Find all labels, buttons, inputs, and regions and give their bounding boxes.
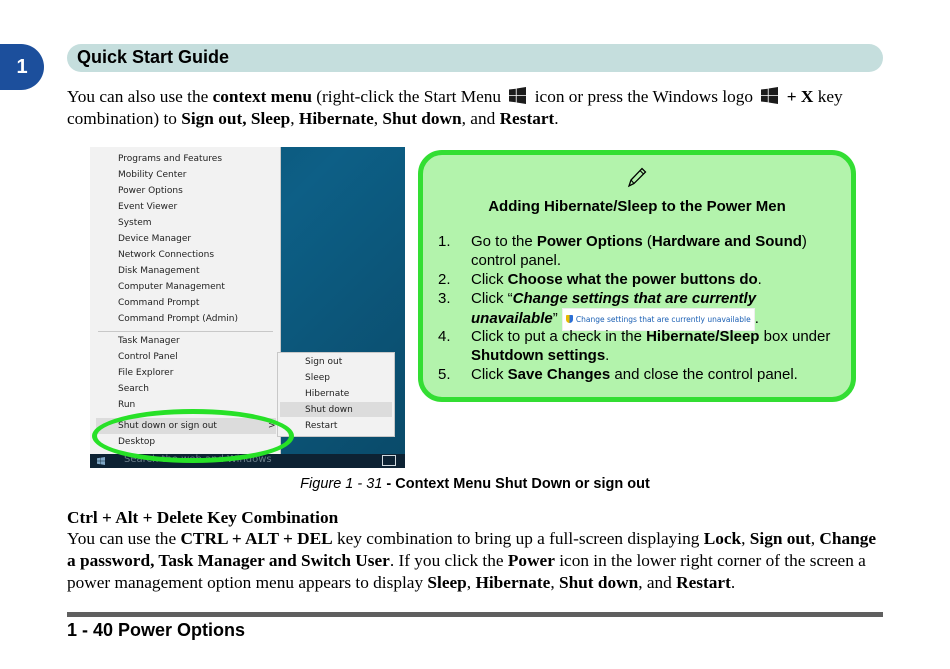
- section-bold: Shut down: [558, 573, 639, 592]
- section-bold: Sign out: [749, 529, 811, 548]
- menu-item-programs-features[interactable]: Programs and Features: [118, 154, 223, 164]
- section-heading: Ctrl + Alt + Delete Key Combination: [67, 508, 339, 527]
- taskbar-search-box[interactable]: Search the web and Windows: [124, 454, 272, 465]
- intro-text: icon or press the Windows logo: [534, 87, 754, 106]
- intro-text: , and: [461, 109, 500, 128]
- submenu-item-sign-out[interactable]: Sign out: [305, 357, 343, 367]
- menu-item-control-panel[interactable]: Control Panel: [118, 352, 178, 362]
- section-text: ,: [741, 529, 750, 548]
- step-bold: Power Options: [536, 233, 643, 250]
- header-bar: [67, 44, 883, 72]
- step-bold: Change settings that are currently unavailable: [471, 290, 757, 327]
- menu-item-computer-management[interactable]: Computer Management: [118, 282, 225, 292]
- step-bold: Shutdown settings: [471, 347, 606, 364]
- step-number: 5.: [438, 366, 451, 383]
- step-number: 2.: [438, 271, 451, 288]
- step-number: 3.: [438, 290, 451, 307]
- menu-item-run[interactable]: Run: [118, 400, 136, 410]
- chapter-tab: [0, 44, 44, 90]
- step-bold: Choose what the power buttons do: [507, 271, 758, 288]
- menu-item-desktop[interactable]: Desktop: [118, 437, 156, 447]
- step-text: ”: [552, 310, 558, 327]
- chapter-number: 1: [16, 55, 28, 78]
- figure-title: - Context Menu Shut Down or sign out: [382, 476, 650, 492]
- section-paragraph: [67, 528, 885, 594]
- section-bold: Hibernate: [475, 573, 551, 592]
- menu-item-file-explorer[interactable]: File Explorer: [118, 368, 174, 378]
- menu-item-network-connections[interactable]: Network Connections: [118, 250, 215, 260]
- intro-bold: context menu: [212, 87, 312, 106]
- intro-text: You can also use the: [67, 87, 213, 106]
- windows-logo-icon: [761, 87, 778, 104]
- section-text: key combination to bring up a full-screen displaying: [332, 529, 704, 548]
- submenu-item-shut-down[interactable]: Shut down: [305, 405, 353, 415]
- step-bold: Hardware and Sound: [651, 233, 802, 250]
- section-text: .: [730, 573, 736, 592]
- section-bold: Sleep: [427, 573, 467, 592]
- highlight-ring: [92, 409, 294, 463]
- callout-title: Adding Hibernate/Sleep to the Power Men: [488, 198, 786, 215]
- intro-text: ,: [373, 109, 383, 128]
- step-text: Click: [471, 366, 508, 383]
- step-text: ) control panel.: [471, 233, 807, 269]
- section-bold: Change a password, Task Manager and Switch User: [67, 529, 877, 570]
- step-text: .: [757, 271, 762, 288]
- submenu-item-hibernate[interactable]: Hibernate: [305, 389, 350, 399]
- step-text: Click: [471, 271, 508, 288]
- start-button-icon[interactable]: [96, 457, 106, 465]
- intro-text: .: [554, 109, 559, 128]
- step-text: .: [754, 310, 759, 327]
- section-bold: Power: [507, 551, 555, 570]
- section-text: . If you click the: [389, 551, 508, 570]
- menu-item-disk-management[interactable]: Disk Management: [118, 266, 200, 276]
- menu-item-shut-down-sign-out[interactable]: Shut down or sign out: [118, 421, 217, 431]
- menu-item-event-viewer[interactable]: Event Viewer: [118, 202, 178, 212]
- submenu-item-sleep[interactable]: Sleep: [305, 373, 331, 383]
- uac-shield-icon: [566, 315, 573, 323]
- step-text: Click “: [471, 290, 513, 307]
- windows-logo-icon: [509, 87, 526, 104]
- section-bold: Lock: [703, 529, 742, 548]
- section-text: icon in the lower right corner of the screen a power management option menu appears to display: [67, 551, 866, 592]
- pencil-icon: [625, 165, 649, 189]
- section-text: ,: [550, 573, 559, 592]
- context-menu: [90, 147, 281, 454]
- section-text: , and: [638, 573, 677, 592]
- menu-item-search[interactable]: Search: [118, 384, 149, 394]
- footer-page-label: 1 - 40 Power Options: [67, 620, 246, 640]
- menu-item-power-options[interactable]: Power Options: [118, 186, 183, 196]
- section-text: You can use the: [67, 529, 181, 548]
- menu-item-device-manager[interactable]: Device Manager: [118, 234, 192, 244]
- intro-bold: Restart: [499, 109, 555, 128]
- step-bold: Hibernate/Sleep: [646, 328, 760, 345]
- change-settings-link-text: Change settings that are currently unavailable: [575, 315, 751, 324]
- section-text: ,: [810, 529, 820, 548]
- intro-paragraph: [67, 86, 885, 130]
- menu-item-command-prompt-admin[interactable]: Command Prompt (Admin): [118, 314, 238, 324]
- step-text: .: [605, 347, 610, 364]
- menu-separator: [98, 331, 273, 332]
- step-text: Go to the: [471, 233, 537, 250]
- menu-item-system[interactable]: System: [118, 218, 152, 228]
- chevron-right-icon: >: [268, 421, 276, 431]
- step-text: Click to put a check in the: [471, 328, 647, 345]
- header-title: Quick Start Guide: [77, 47, 230, 67]
- menu-item-mobility-center[interactable]: Mobility Center: [118, 170, 187, 180]
- footer-rule: [67, 612, 883, 617]
- intro-text: key combination) to: [67, 87, 843, 128]
- shutdown-submenu: [277, 352, 395, 437]
- submenu-item-restart[interactable]: Restart: [305, 421, 338, 431]
- section-bold: Restart: [676, 573, 731, 592]
- tip-callout: [418, 150, 856, 402]
- intro-bold: + X: [786, 87, 814, 106]
- step-text: and close the control panel.: [610, 366, 798, 383]
- intro-text: (right-click the Start Menu: [311, 87, 502, 106]
- step-number: 4.: [438, 328, 451, 345]
- intro-bold: Hibernate: [298, 109, 374, 128]
- menu-item-task-manager[interactable]: Task Manager: [118, 336, 180, 346]
- step-number: 1.: [438, 233, 451, 250]
- section-text: ,: [466, 573, 476, 592]
- intro-bold: Sign out, Sleep: [181, 109, 291, 128]
- task-view-icon[interactable]: [382, 455, 396, 466]
- step-text: box under: [759, 328, 831, 345]
- intro-text: ,: [290, 109, 299, 128]
- step-bold: Save Changes: [507, 366, 611, 383]
- intro-bold: Shut down: [382, 109, 462, 128]
- section-bold: CTRL + ALT + DEL: [180, 529, 333, 548]
- step-text: (: [642, 233, 652, 250]
- figure-caption: [0, 476, 950, 492]
- figure-label: Figure 1 - 31: [300, 476, 383, 492]
- menu-item-command-prompt[interactable]: Command Prompt: [118, 298, 200, 308]
